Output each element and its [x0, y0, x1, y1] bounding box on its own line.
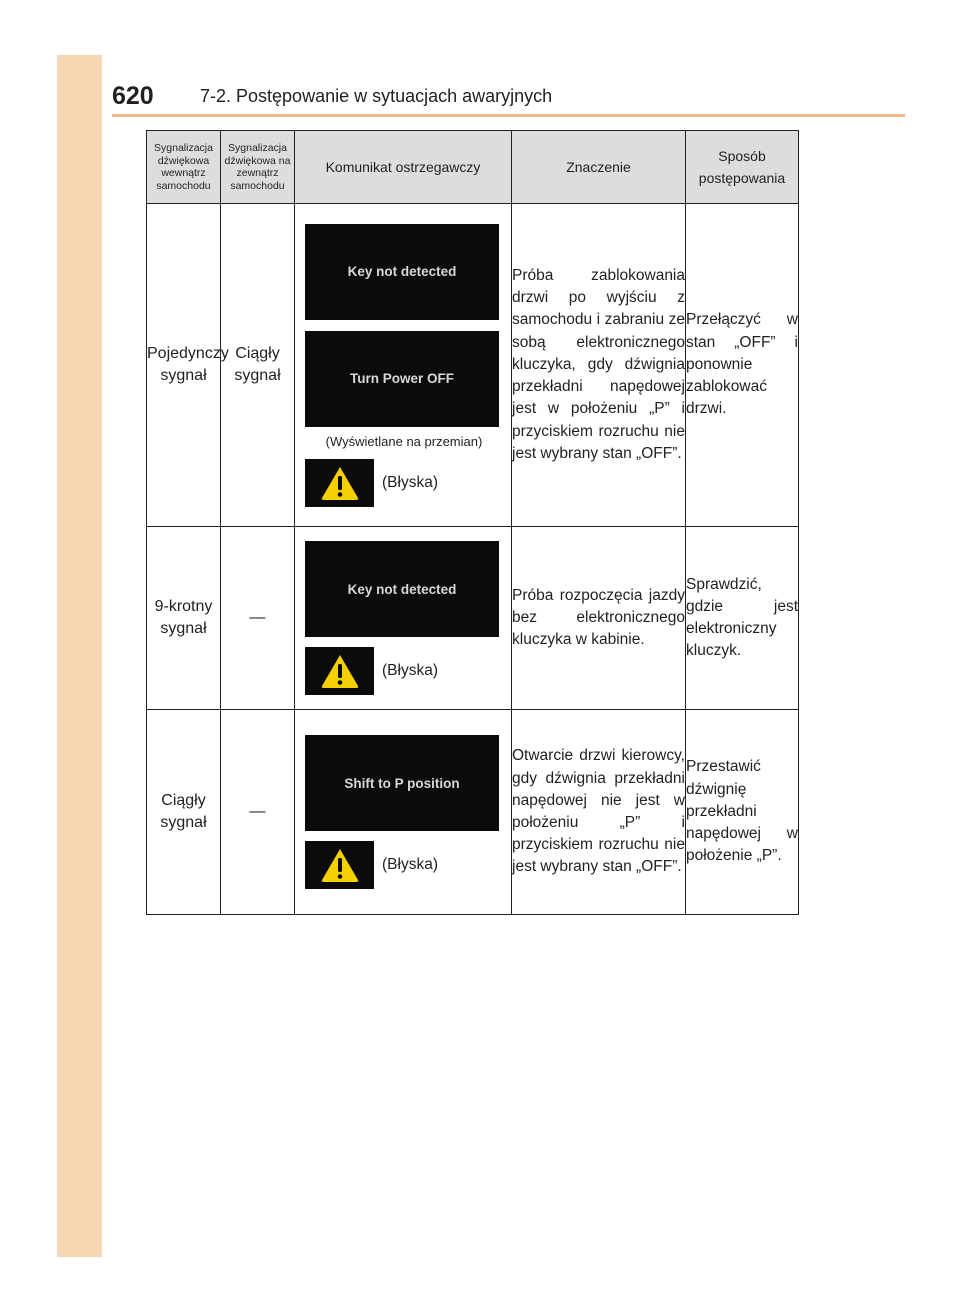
meaning-cell — [512, 204, 686, 527]
page-side-band — [57, 55, 102, 1257]
display-screen — [305, 331, 499, 427]
meaning-text: Otwarcie drzwi kierowcy, gdy dźwignia przekładni napędowej nie jest w położeniu „P” i przyciskiem rozruchu nie jest wybrany stan „OFF”. — [512, 747, 685, 876]
col-header-external-signal: Sygnalizacja dźwiękowa na zewnątrz samochodu — [221, 131, 295, 204]
flash-label: (Błyska) — [382, 856, 438, 873]
warning-message-cell — [295, 204, 512, 527]
internal-signal-cell — [147, 710, 221, 915]
external-signal-cell — [221, 204, 295, 527]
display-message: Shift to P position — [344, 775, 460, 791]
section-title: 7-2. Postępowanie w sytuacjach awaryjnych — [200, 86, 553, 106]
table-row — [147, 710, 799, 915]
internal-signal-text: Ciągły sygnał — [160, 792, 207, 831]
col-header-internal-signal: Sygnalizacja dźwiękowa wewnątrz samochodu — [147, 131, 221, 204]
warning-message-cell — [295, 710, 512, 915]
page-header — [112, 80, 912, 114]
warning-message-cell — [295, 527, 512, 710]
action-text: Przełączyć w stan „OFF” i ponownie zablokować drzwi. — [686, 311, 798, 418]
external-signal-cell — [221, 710, 295, 915]
table-header-row — [147, 131, 799, 204]
table-row — [147, 527, 799, 710]
warning-triangle-icon — [305, 459, 374, 507]
header-rule — [112, 114, 905, 117]
display-screen — [305, 224, 499, 320]
warning-triangle-icon — [305, 841, 374, 889]
col-header-meaning: Znaczenie — [512, 131, 686, 204]
meaning-cell — [512, 710, 686, 915]
action-cell — [686, 204, 799, 527]
flash-label: (Błyska) — [382, 662, 438, 679]
internal-signal-cell — [147, 527, 221, 710]
flash-label: (Błyska) — [382, 473, 438, 491]
action-text: Przestawić dźwignię przekładni napędowej w położenie „P”. — [686, 758, 798, 865]
internal-signal-cell — [147, 204, 229, 527]
external-signal-cell — [221, 527, 295, 710]
display-screen — [305, 541, 499, 637]
display-screen — [305, 735, 499, 831]
action-cell — [686, 710, 799, 915]
internal-signal-text: Pojedynczy sygnał — [147, 345, 229, 384]
warning-triangle-icon — [305, 647, 374, 695]
action-text: Sprawdzić, gdzie jest elektroniczny kluczyk. — [686, 575, 798, 660]
warning-table — [146, 130, 799, 915]
meaning-text: Próba zablokowania drzwi po wyjściu z samochodu i zabraniu ze sobą elektronicznego kluczyka, gdy dźwignia przekładni napędowej jest w położeniu „P” i przyciskiem rozruchu nie jest wybrany stan „OFF”. — [512, 267, 685, 462]
page-number: 620 — [112, 82, 154, 110]
col-header-warning-message: Komunikat ostrzegawczy — [295, 131, 512, 204]
meaning-text: Próba rozpoczęcia jazdy bez elektronicznego kluczyka w kabinie. — [512, 586, 685, 649]
meaning-cell — [512, 527, 686, 710]
display-message: Key not detected — [347, 264, 457, 279]
table-row — [147, 204, 799, 527]
display-message: Turn Power OFF — [350, 371, 454, 386]
external-signal-text: — — [249, 609, 266, 626]
internal-signal-text: 9-krotny sygnał — [154, 598, 213, 637]
external-signal-text: — — [249, 803, 266, 820]
col-header-action: Sposób postępowania — [686, 131, 799, 204]
display-message: Key not detected — [347, 581, 457, 597]
alternating-note: (Wyświetlane na przemian) — [325, 433, 483, 449]
external-signal-text: Ciągły sygnał — [234, 345, 281, 384]
action-cell — [686, 527, 799, 710]
